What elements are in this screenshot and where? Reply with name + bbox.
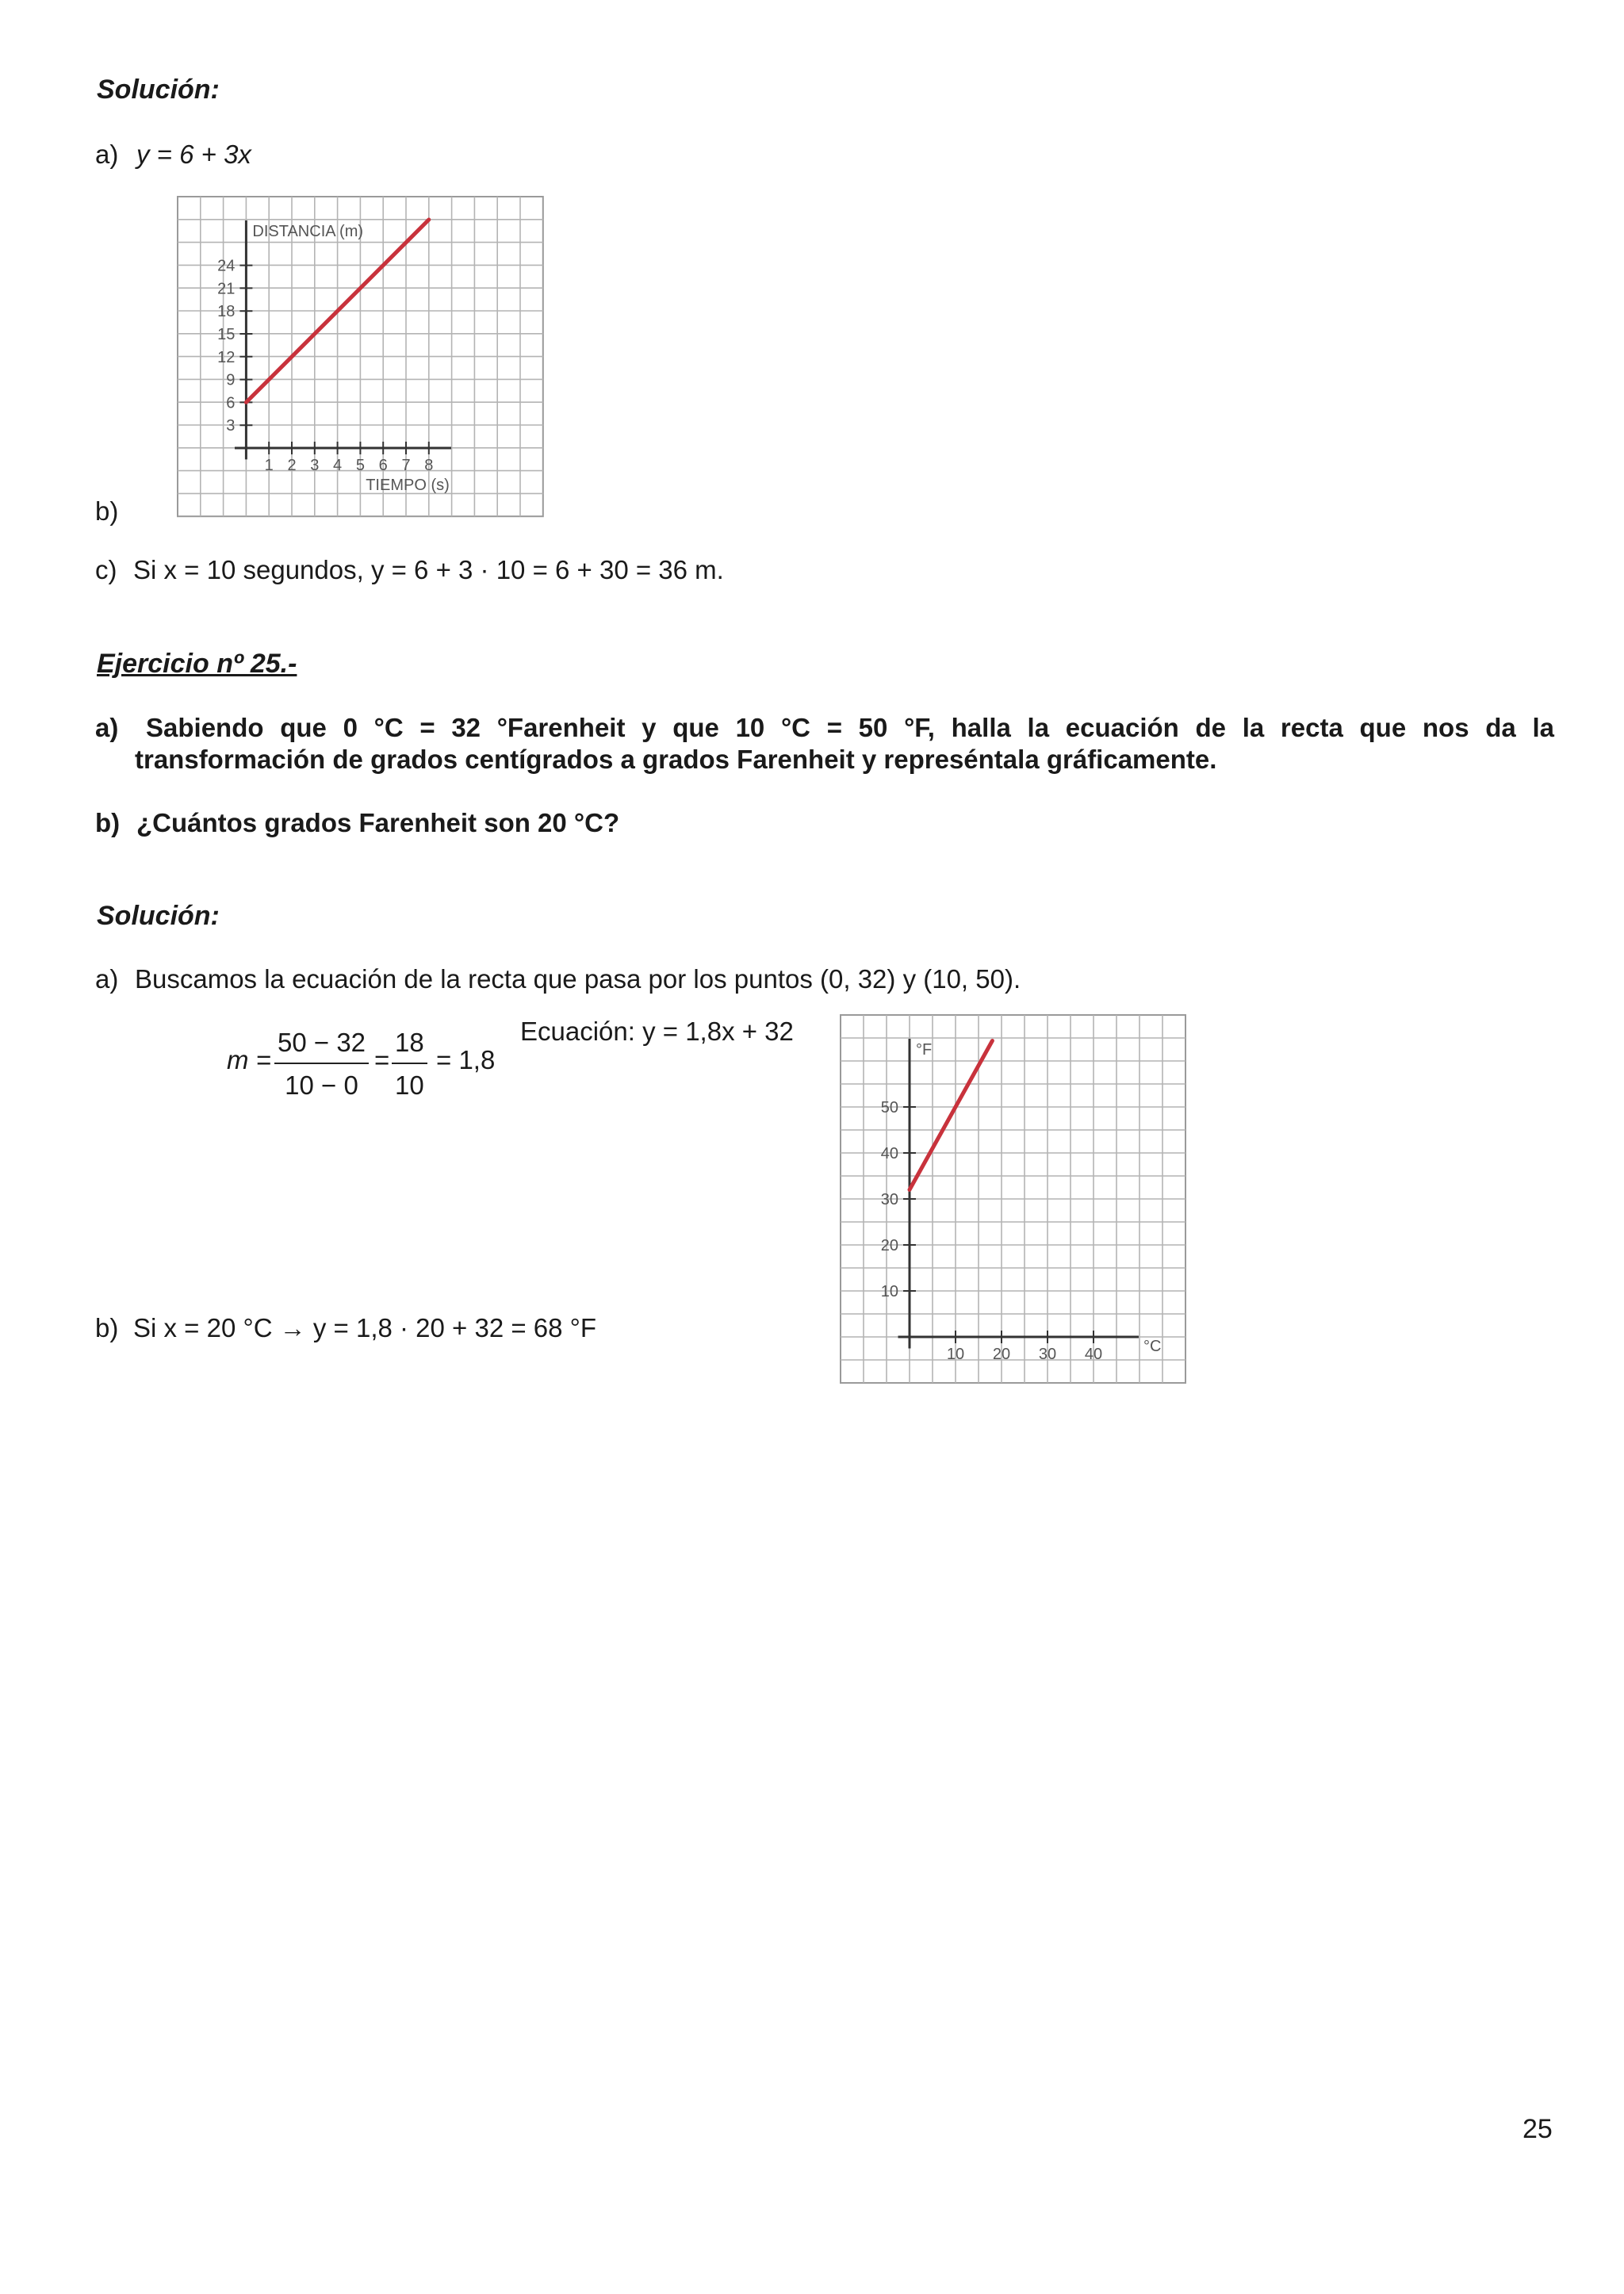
x-tick-label: 6: [378, 457, 388, 474]
x-tick-label: 10: [946, 1346, 965, 1363]
conversion-equation: Ecuación: y = 1,8x + 32: [520, 1017, 794, 1046]
page-number: 25: [1522, 2114, 1553, 2144]
solution-a-text: Buscamos la ecuación de la recta que pasa por los puntos (0, 32) y (10, 50).: [135, 964, 1021, 994]
solution-heading-2: Solución:: [97, 901, 220, 931]
x-tick-label: 20: [992, 1346, 1011, 1363]
exercise-a-line1: Sabiendo que 0 °C = 32 °Farenheit y que 10 °C = 50 °F, halla la ecuación de la recta que nos da la: [146, 713, 1554, 742]
y-tick-label: 12: [217, 348, 236, 366]
y-tick-label: 21: [217, 280, 236, 298]
x-axis-title: °C: [1143, 1338, 1162, 1355]
exercise-title: Ejercicio nº 25.-: [97, 649, 297, 679]
x-tick-label: 4: [333, 457, 343, 474]
x-tick-label: 2: [287, 457, 297, 474]
exercise-a-line2: transformación de grados centígrados a grados Farenheit y represéntala gráficamente.: [135, 745, 1217, 774]
y-tick-label: 6: [226, 394, 236, 412]
solution-a-label: a): [95, 964, 119, 994]
x-tick-label: 40: [1084, 1346, 1103, 1363]
y-tick-label: 40: [880, 1145, 898, 1162]
y-tick-label: 10: [880, 1283, 898, 1300]
slope-numerator-2: 18: [392, 1028, 427, 1064]
part-c-label: c): [95, 555, 117, 584]
slope-equals: =: [374, 1045, 390, 1074]
slope-denominator-2: 10: [395, 1070, 424, 1100]
exercise-a-label: a): [95, 713, 119, 742]
part-c-text: Si x = 10 segundos, y = 6 + 3 · 10 = 6 + 30 = 36 m.: [133, 555, 724, 584]
x-tick-label: 3: [310, 457, 320, 474]
slope-symbol: m =: [227, 1045, 271, 1074]
solution-b-label: b): [95, 1313, 119, 1342]
x-tick-label: 30: [1038, 1346, 1057, 1363]
x-axis-title: TIEMPO (s): [366, 477, 450, 494]
y-tick-label: 3: [226, 417, 236, 435]
slope-result: = 1,8: [436, 1045, 496, 1074]
y-tick-label: 50: [880, 1099, 898, 1116]
y-tick-label: 15: [217, 326, 236, 343]
y-tick-label: 20: [880, 1237, 898, 1254]
x-tick-label: 8: [424, 457, 434, 474]
part-a-label: a): [95, 140, 119, 169]
solution-heading-1: Solución:: [97, 75, 220, 105]
x-tick-label: 7: [401, 457, 411, 474]
y-tick-label: 30: [880, 1191, 898, 1208]
y-tick-label: 24: [217, 257, 236, 275]
slope-denominator-1: 10 − 0: [285, 1070, 358, 1100]
fahrenheit-celsius-chart: [841, 1015, 1186, 1386]
exercise-b-label: b): [95, 808, 121, 837]
distance-equation: y = 6 + 3x: [136, 140, 251, 169]
y-tick-label: 18: [217, 303, 236, 321]
solution-b-text: Si x = 20 °C → y = 1,8 · 20 + 32 = 68 °F: [133, 1313, 597, 1342]
slope-fraction-2: [392, 1028, 427, 1101]
distance-time-chart: [178, 197, 544, 520]
x-tick-label: 1: [264, 457, 274, 474]
exercise-b-text: ¿Cuántos grados Farenheit son 20 °C?: [136, 808, 620, 837]
y-tick-label: 9: [226, 371, 236, 389]
x-tick-label: 5: [355, 457, 365, 474]
y-axis-title: DISTANCIA (m): [252, 223, 364, 240]
slope-numerator-1: 50 − 32: [274, 1028, 369, 1064]
part-b-label: b): [95, 496, 119, 526]
slope-fraction-1: [274, 1028, 369, 1101]
y-axis-title: °F: [916, 1041, 933, 1059]
